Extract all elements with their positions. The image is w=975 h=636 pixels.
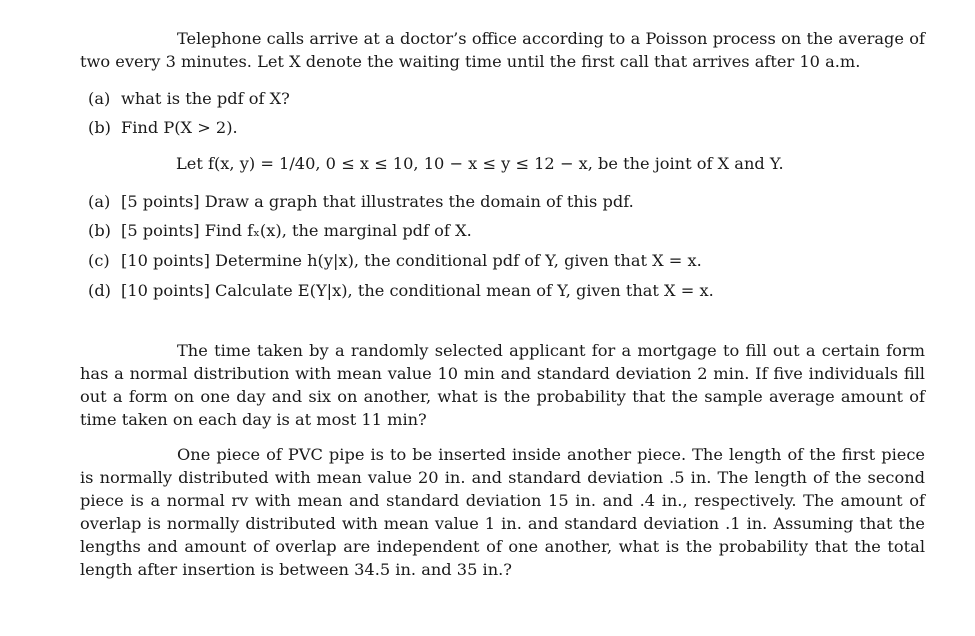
- item-text: [10 points] Determine h(y|x), the conditional pdf of Y, given that X = x.: [121, 251, 702, 270]
- problem1-intro: Telephone calls arrive at a doctor’s office according to a Poisson process on the average of two every 3 minutes. Let X denote the waiting time until the first call that arrives after 10 a.m.: [80, 29, 925, 71]
- problem4-text: One piece of PVC pipe is to be inserted inside another piece. The length of the first piece is normally distributed with mean value 20 in. and standard deviation .5 in. The length of the second piece is a normal rv with mean and standard deviation 15 in. and .4 in., respectively. The amount of overlap is normally distributed with mean value 1 in. and standard deviation .1 in. Assuming that the lengths and amount of overlap are independent of one another, what is the probability that the total length after insertion is between 34.5 in. and 35 in.?: [80, 445, 925, 579]
- item-text: [5 points] Draw a graph that illustrates the domain of this pdf.: [121, 192, 634, 211]
- item-text: [5 points] Find fₓ(x), the marginal pdf of X.: [121, 221, 472, 240]
- problem1-item-a: [88, 87, 290, 110]
- item-label: (a): [88, 89, 111, 108]
- item-text: what is the pdf of X?: [121, 89, 290, 108]
- problem2-item-a: [88, 190, 634, 213]
- problem2-item-d: [88, 279, 714, 302]
- problem2-item-b: [88, 219, 472, 242]
- item-label: (c): [88, 251, 110, 270]
- problem1-item-b: [88, 116, 238, 139]
- problem3-text: The time taken by a randomly selected applicant for a mortgage to fill out a certain form has a normal distribution with mean value 10 min and standard deviation 2 min. If five individuals fill out a form on one day and six on another, what is the probability that the sample average amount of time taken on each day is at most 11 min?: [80, 341, 925, 429]
- item-label: (b): [88, 221, 111, 240]
- item-label: (b): [88, 118, 111, 137]
- item-text: [10 points] Calculate E(Y|x), the conditional mean of Y, given that X = x.: [121, 281, 714, 300]
- problem2-item-c: [88, 249, 702, 272]
- item-label: (a): [88, 192, 111, 211]
- item-label: (d): [88, 281, 111, 300]
- joint-pdf-statement: Let f(x, y) = 1/40, 0 ≤ x ≤ 10, 10 − x ≤ y ≤ 12 − x, be the joint of X and Y.: [176, 154, 784, 173]
- item-text: Find P(X > 2).: [121, 118, 238, 137]
